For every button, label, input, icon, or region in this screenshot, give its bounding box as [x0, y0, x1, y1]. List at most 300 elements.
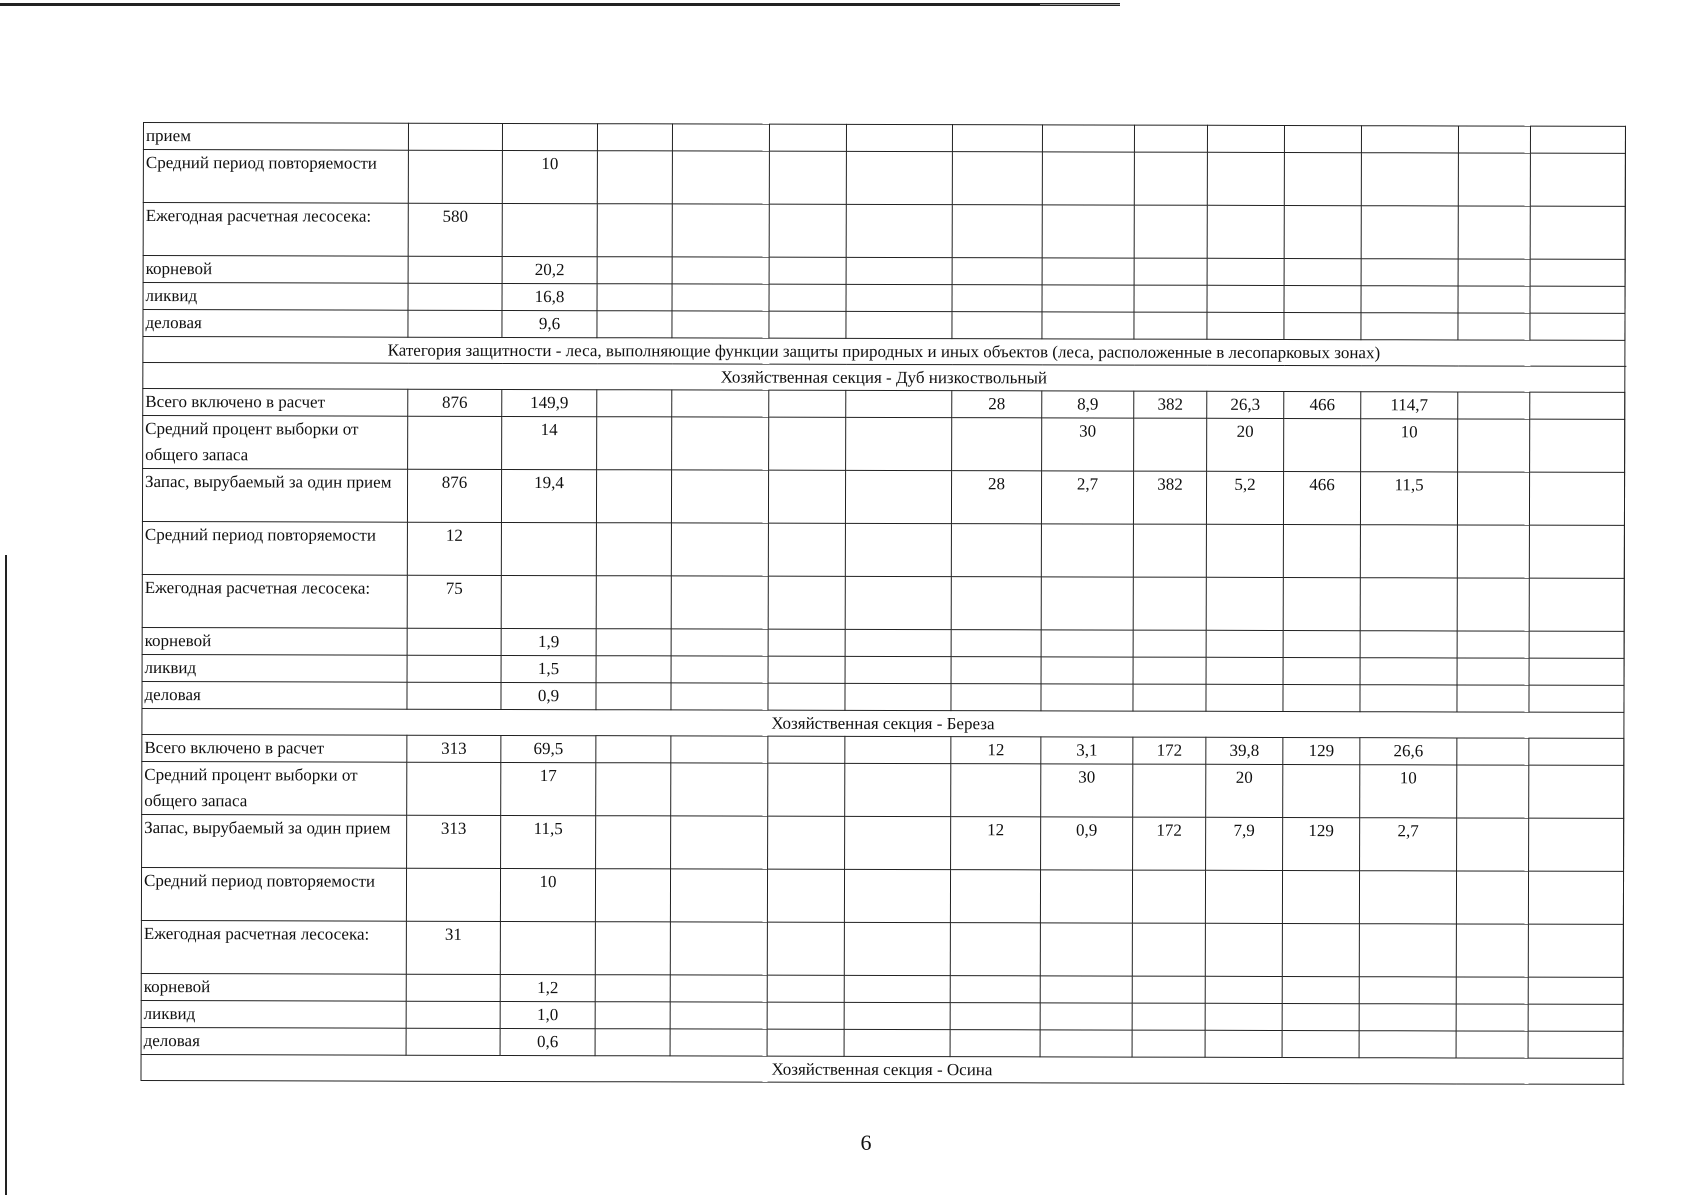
table-cell	[501, 575, 596, 628]
table-cell	[1040, 1003, 1132, 1030]
table-cell	[1530, 392, 1625, 419]
table-row	[143, 416, 1625, 473]
table-cell: 10	[500, 868, 595, 921]
table-cell	[952, 258, 1042, 285]
table-cell	[1132, 976, 1205, 1003]
table-cell	[1528, 1031, 1623, 1058]
table-cell	[597, 257, 672, 284]
section-title-row	[142, 708, 1624, 738]
table-cell	[845, 576, 951, 629]
row-label: деловая	[142, 681, 407, 709]
table-cell	[845, 470, 951, 523]
table-cell	[1284, 125, 1361, 152]
table-cell	[597, 390, 672, 417]
table-cell	[1284, 418, 1361, 471]
table-cell: 313	[407, 815, 501, 868]
table-cell: 129	[1283, 817, 1360, 870]
table-cell	[595, 1002, 670, 1029]
table-cell	[1528, 1004, 1623, 1031]
table-cell	[1529, 525, 1624, 578]
table-cell	[1207, 125, 1284, 152]
cutting-calculation-table	[140, 122, 1626, 1085]
table-cell	[844, 869, 950, 922]
table-cell	[406, 974, 500, 1001]
table-cell	[1132, 1003, 1205, 1030]
table-cell	[1206, 657, 1283, 684]
table-cell	[768, 629, 845, 656]
table-cell	[1530, 313, 1625, 340]
table-cell	[767, 922, 844, 975]
table-cell	[1529, 818, 1624, 871]
table-cell	[1360, 631, 1457, 658]
table-cell: 20	[1207, 418, 1284, 471]
table-cell: 172	[1133, 817, 1206, 870]
table-row	[143, 256, 1625, 287]
table-cell	[845, 763, 951, 816]
table-cell: 16,8	[502, 283, 597, 310]
table-cell	[671, 656, 768, 683]
table-cell	[769, 284, 846, 311]
table-cell	[595, 922, 670, 975]
table-cell	[595, 1029, 670, 1056]
table-cell	[1456, 1004, 1528, 1031]
table-cell	[951, 630, 1041, 657]
table-cell: 2,7	[1041, 471, 1133, 524]
table-cell	[1284, 312, 1361, 339]
table-cell	[1528, 924, 1623, 977]
table-cell	[501, 522, 596, 575]
table-cell	[672, 257, 769, 284]
table-cell	[406, 868, 500, 921]
table-cell	[1042, 125, 1134, 152]
table-cell: 28	[951, 471, 1041, 524]
table-cell	[1041, 657, 1133, 684]
table-cell	[1207, 152, 1284, 205]
table-cell	[1041, 577, 1133, 630]
table-cell	[846, 390, 952, 417]
table-cell: 149,9	[502, 389, 597, 416]
table-cell	[1283, 577, 1360, 630]
table-cell	[1283, 657, 1360, 684]
table-cell	[408, 283, 502, 310]
table-cell	[1042, 205, 1134, 258]
table-cell: 26,6	[1360, 738, 1457, 765]
row-label: корневой	[142, 627, 407, 655]
table-cell: 466	[1283, 471, 1360, 524]
table-cell	[844, 922, 950, 975]
table-cell	[671, 816, 768, 869]
table-row	[143, 310, 1625, 341]
table-cell: 11,5	[1360, 472, 1457, 525]
table-cell	[1361, 259, 1458, 286]
table-cell	[1207, 312, 1284, 339]
table-row	[142, 654, 1624, 685]
row-label: ликвид	[143, 283, 408, 311]
table-cell	[950, 870, 1040, 923]
row-label: Ежегодная расчетная лесосека:	[142, 574, 407, 628]
row-label: Средний период повторяемости	[143, 150, 408, 204]
section-title: Хозяйственная секция - Береза	[142, 708, 1624, 738]
table-cell	[596, 576, 671, 629]
table-cell	[846, 151, 952, 204]
table-row	[143, 123, 1625, 154]
table-cell	[1458, 126, 1530, 153]
table-cell	[1283, 764, 1360, 817]
table-cell	[1360, 685, 1457, 712]
table-cell	[1132, 923, 1205, 976]
scan-edge-line	[1040, 4, 1120, 5]
table-cell	[768, 523, 845, 576]
table-cell	[502, 203, 597, 256]
table-cell	[1529, 658, 1624, 685]
table-cell	[844, 1029, 950, 1056]
table-cell	[1457, 765, 1529, 818]
row-label: Ежегодная расчетная лесосека:	[143, 203, 408, 257]
table-cell	[951, 684, 1041, 711]
category-heading-row	[143, 337, 1625, 367]
table-cell	[596, 763, 671, 816]
page-number: 6	[860, 1130, 872, 1155]
table-cell	[952, 418, 1042, 471]
table-cell	[1458, 392, 1530, 419]
table-cell	[406, 1028, 500, 1055]
table-cell	[1456, 1031, 1528, 1058]
table-cell	[1458, 259, 1530, 286]
table-cell	[950, 923, 1040, 976]
table-cell	[1284, 285, 1361, 312]
row-label: корневой	[141, 973, 406, 1001]
table-row	[142, 521, 1624, 578]
table-cell	[596, 816, 671, 869]
table-cell	[951, 524, 1041, 577]
table-cell	[1359, 977, 1456, 1004]
table-row	[143, 150, 1625, 207]
table-cell	[1207, 258, 1284, 285]
table-cell	[670, 1002, 767, 1029]
table-cell	[845, 683, 951, 710]
table-cell	[951, 577, 1041, 630]
table-cell	[845, 816, 951, 869]
table-cell	[672, 284, 769, 311]
table-cell: 172	[1133, 737, 1206, 764]
row-label: деловая	[141, 1027, 406, 1055]
table-cell	[769, 390, 846, 417]
table-cell	[407, 628, 501, 655]
table-cell: 1,9	[501, 628, 596, 655]
table-cell: 19,4	[501, 469, 596, 522]
table-cell	[672, 311, 769, 338]
table-cell	[846, 284, 952, 311]
row-label: ликвид	[141, 1000, 406, 1028]
table-cell	[769, 124, 846, 151]
table-cell: 129	[1283, 737, 1360, 764]
table-row	[142, 627, 1624, 658]
table-cell	[672, 390, 769, 417]
table-cell	[952, 312, 1042, 339]
table-cell	[597, 417, 672, 470]
table-cell	[671, 470, 768, 523]
table-cell	[408, 150, 502, 203]
scan-edge-line	[0, 3, 1120, 6]
table-cell: 1,5	[501, 655, 596, 682]
table-cell	[769, 311, 846, 338]
table-cell: 30	[1041, 764, 1133, 817]
section-title-row	[143, 363, 1625, 393]
table-row	[142, 681, 1624, 712]
row-label: корневой	[143, 256, 408, 284]
table-cell: 31	[406, 921, 500, 974]
table-cell	[1132, 870, 1205, 923]
table-cell: 0,6	[500, 1028, 595, 1055]
table-cell	[672, 124, 769, 151]
table-cell	[846, 257, 952, 284]
table-cell	[597, 311, 672, 338]
table-cell	[1456, 871, 1528, 924]
table-cell	[597, 124, 672, 151]
table-cell	[1041, 524, 1133, 577]
table-cell	[407, 655, 501, 682]
table-cell	[1361, 206, 1458, 259]
table-cell	[768, 470, 845, 523]
table-cell	[1133, 630, 1206, 657]
table-cell	[950, 1003, 1040, 1030]
table-cell	[1207, 205, 1284, 258]
table-cell	[845, 656, 951, 683]
table-cell	[1530, 286, 1625, 313]
table-cell	[1282, 976, 1359, 1003]
table-row	[143, 283, 1625, 314]
table-cell	[670, 869, 767, 922]
table-cell: 30	[1042, 418, 1134, 471]
table-cell: 9,6	[502, 310, 597, 337]
table-row	[142, 469, 1624, 526]
table-cell: 12	[951, 817, 1041, 870]
table-cell: 8,9	[1042, 391, 1134, 418]
row-label: Всего включено в расчет	[142, 734, 407, 762]
table-row	[141, 867, 1623, 924]
table-cell	[768, 576, 845, 629]
table-cell	[1530, 126, 1625, 153]
table-cell	[1206, 577, 1283, 630]
table-cell	[952, 285, 1042, 312]
table-cell	[1456, 977, 1528, 1004]
row-label: Всего включено в расчет	[143, 389, 408, 417]
table-cell: 876	[408, 389, 502, 416]
table-cell	[1207, 285, 1284, 312]
table-cell	[407, 682, 501, 709]
table-body	[141, 123, 1626, 1085]
table-row	[143, 203, 1625, 260]
table-cell	[1458, 286, 1530, 313]
table-cell: 313	[407, 735, 501, 762]
table-cell	[1457, 818, 1529, 871]
table-cell	[670, 975, 767, 1002]
table-cell	[1528, 871, 1623, 924]
table-cell	[1134, 205, 1207, 258]
table-cell: 1,2	[500, 974, 595, 1001]
row-label: Ежегодная расчетная лесосека:	[141, 920, 406, 974]
table-cell: 1,0	[500, 1001, 595, 1028]
table-cell	[1529, 765, 1624, 818]
table-cell	[1134, 312, 1207, 339]
table-cell	[406, 1001, 500, 1028]
table-row	[141, 973, 1623, 1004]
table-cell	[1457, 578, 1529, 631]
table-row	[142, 814, 1624, 871]
table-cell: 0,9	[1041, 817, 1133, 870]
table-cell: 5,2	[1206, 471, 1283, 524]
table-cell	[1458, 153, 1530, 206]
table-cell	[1134, 152, 1207, 205]
table-cell: 75	[407, 575, 501, 628]
table-cell	[597, 204, 672, 257]
table-cell	[769, 151, 846, 204]
table-cell	[1529, 685, 1624, 712]
table-cell: 382	[1134, 391, 1207, 418]
table-cell: 0,9	[501, 682, 596, 709]
table-cell	[950, 1030, 1040, 1057]
table-cell	[950, 976, 1040, 1003]
row-label: Средний процент выборки от общего запаса	[142, 761, 407, 815]
table-cell	[597, 284, 672, 311]
table-cell	[1133, 764, 1206, 817]
table-cell	[1456, 924, 1528, 977]
table-cell	[1284, 258, 1361, 285]
table-cell	[1206, 524, 1283, 577]
table-cell	[1360, 578, 1457, 631]
table-cell	[596, 683, 671, 710]
table-cell: 466	[1284, 391, 1361, 418]
table-cell	[671, 629, 768, 656]
row-label: Средний процент выборки от общего запаса	[143, 416, 408, 470]
table-cell	[596, 470, 671, 523]
table-cell: 12	[407, 522, 501, 575]
table-cell	[1457, 658, 1529, 685]
table-cell	[768, 683, 845, 710]
table-cell	[1282, 1030, 1359, 1057]
table-cell	[767, 1029, 844, 1056]
table-cell	[1530, 419, 1625, 472]
table-cell	[1529, 578, 1624, 631]
table-cell	[1282, 923, 1359, 976]
table-cell	[1529, 738, 1624, 765]
table-cell	[408, 123, 502, 150]
table-cell	[1361, 286, 1458, 313]
table-cell	[672, 417, 769, 470]
table-cell	[846, 124, 952, 151]
table-cell	[768, 816, 845, 869]
table-cell	[1529, 631, 1624, 658]
table-cell	[1528, 977, 1623, 1004]
table-row	[141, 920, 1623, 977]
table-cell	[845, 629, 951, 656]
table-cell: 10	[502, 150, 597, 203]
section-title: Хозяйственная секция - Дуб низкоствольный	[143, 363, 1625, 393]
row-label: ликвид	[142, 654, 407, 682]
table-cell	[845, 523, 951, 576]
table-cell	[1041, 684, 1133, 711]
table-cell	[952, 205, 1042, 258]
table-cell	[844, 1002, 950, 1029]
table-cell	[670, 922, 767, 975]
table-cell	[596, 656, 671, 683]
table-cell	[1361, 126, 1458, 153]
table-row	[142, 761, 1624, 818]
table-row	[141, 1027, 1623, 1058]
table-cell	[671, 523, 768, 576]
table-cell	[1283, 524, 1360, 577]
row-label: деловая	[143, 310, 408, 338]
table-cell: 114,7	[1361, 392, 1458, 419]
table-cell: 17	[501, 762, 596, 815]
table-row	[141, 1000, 1623, 1031]
table-cell: 20,2	[502, 256, 597, 283]
table-cell	[768, 656, 845, 683]
category-heading: Категория защитности - леса, выполняющие функции защиты природных и иных объектов (леса, расположенные в лесопарковых зонах)	[143, 337, 1625, 367]
table-cell: 876	[407, 469, 501, 522]
table-cell	[1283, 630, 1360, 657]
table-cell	[1284, 152, 1361, 205]
table-cell	[1042, 285, 1134, 312]
table-cell	[1133, 524, 1206, 577]
table-cell: 14	[502, 416, 597, 469]
table-cell	[1360, 525, 1457, 578]
row-label: прием	[143, 123, 408, 151]
table-cell	[1206, 630, 1283, 657]
scan-edge-line	[5, 555, 7, 1195]
table-cell	[952, 152, 1042, 205]
table-cell	[1457, 738, 1529, 765]
table-cell	[1205, 976, 1282, 1003]
table-cell	[1359, 1031, 1456, 1058]
table-cell	[767, 975, 844, 1002]
table-cell	[767, 1002, 844, 1029]
table-cell	[1457, 472, 1529, 525]
table-cell: 39,8	[1206, 737, 1283, 764]
row-label: Средний период повторяемости	[141, 867, 406, 921]
table-cell	[672, 151, 769, 204]
table-cell	[597, 151, 672, 204]
document-sheet	[140, 122, 1625, 1085]
table-cell	[672, 204, 769, 257]
table-cell	[1205, 1030, 1282, 1057]
table-cell	[769, 257, 846, 284]
table-cell	[1041, 630, 1133, 657]
table-cell: 2,7	[1360, 818, 1457, 871]
table-cell	[670, 1029, 767, 1056]
table-cell	[1529, 472, 1624, 525]
table-row	[142, 574, 1624, 631]
table-cell	[671, 736, 768, 763]
table-cell	[1361, 313, 1458, 340]
table-cell	[1284, 205, 1361, 258]
table-cell	[595, 975, 670, 1002]
section-title: Хозяйственная секция - Осина	[141, 1054, 1623, 1084]
table-cell	[1133, 577, 1206, 630]
table-cell	[1134, 285, 1207, 312]
table-cell	[1458, 313, 1530, 340]
table-cell: 3,1	[1041, 737, 1133, 764]
table-cell	[1458, 419, 1530, 472]
table-cell	[952, 125, 1042, 152]
table-cell: 11,5	[501, 815, 596, 868]
table-cell	[1530, 206, 1625, 259]
table-cell: 10	[1361, 419, 1458, 472]
table-cell	[769, 204, 846, 257]
table-cell	[1040, 1030, 1132, 1057]
table-cell	[500, 921, 595, 974]
table-cell	[1134, 125, 1207, 152]
